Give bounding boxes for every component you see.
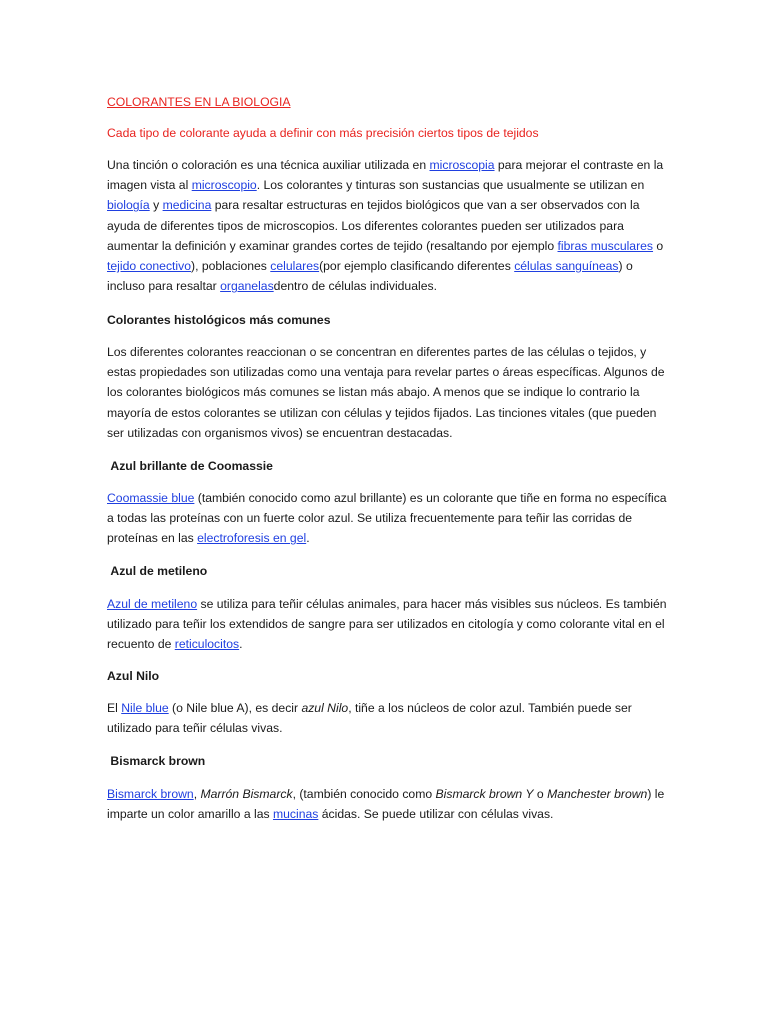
link-bismarck-brown[interactable]: Bismarck brown bbox=[107, 787, 194, 801]
link-electroforesis-en-gel[interactable]: electroforesis en gel bbox=[197, 531, 307, 546]
link-tejido-conectivo[interactable]: tejido conectivo bbox=[107, 259, 192, 274]
link-microscopia[interactable]: microscopia bbox=[429, 158, 495, 172]
coomassie-paragraph: Coomassie blue (también conocido como azul brillante) es un colorante que tiñe en forma no específica a todas las proteínas con un fuerte color azul. Se utiliza frecuentemente para teñir las corridas de proteínas en las electroforesis en gel. bbox=[107, 491, 667, 546]
heading-azul-nilo: Azul Nilo bbox=[107, 669, 160, 683]
bismarck-paragraph: Bismarck brown, Marrón Bismarck, (también conocido como Bismarck brown Y o Manchester brown) le imparte un color amarillo a las mucinas ácidas. Se puede utilizar con células vivas. bbox=[107, 787, 665, 822]
link-azul-de-metileno[interactable]: Azul de metileno bbox=[107, 597, 198, 611]
page-subtitle: Cada tipo de colorante ayuda a definir con más precisión ciertos tipos de tejidos bbox=[107, 126, 539, 140]
link-microscopio[interactable]: microscopio bbox=[191, 178, 257, 193]
page-title: COLORANTES EN LA BIOLOGIA bbox=[107, 95, 291, 109]
link-reticulocitos[interactable]: reticulocitos bbox=[174, 637, 240, 652]
common-stains-paragraph: Los diferentes colorantes reaccionan o se concentran en diferentes partes de las células o tejidos, y estas propiedades son utilizadas como una ventaja para revelar partes o áreas específicas. Algunos de los colorantes biológicos más comunes se listan más abajo. A menos que se indique lo contrario la mayoría de estos colorantes se utilizan con células y tejidos fijados. Las tinciones vitales (que pueden ser utilizadas con organismos vivos) se encuentran destacadas. bbox=[107, 345, 665, 440]
metileno-paragraph: Azul de metileno se utiliza para teñir células animales, para hacer más visibles sus núcleos. Es también utilizado para teñir los extendidos de sangre para ser utilizados en citología y como colorante vital en el recuento de reticulocitos. bbox=[107, 597, 667, 652]
link-medicina[interactable]: medicina bbox=[162, 198, 212, 213]
link-celulas-sanguineas[interactable]: células sanguíneas bbox=[514, 259, 619, 274]
link-biologia[interactable]: biología bbox=[107, 198, 150, 213]
heading-azul-metileno: Azul de metileno bbox=[110, 564, 208, 578]
heading-coomassie: Azul brillante de Coomassie bbox=[110, 459, 273, 473]
link-mucinas[interactable]: mucinas bbox=[272, 807, 319, 822]
nilo-paragraph: El Nile blue (o Nile blue A), es decir azul Nilo, tiñe a los núcleos de color azul. También puede ser utilizado para teñir células vivas. bbox=[107, 701, 632, 736]
heading-colorantes-comunes: Colorantes histológicos más comunes bbox=[107, 313, 331, 327]
link-celulares[interactable]: celulares bbox=[270, 259, 320, 274]
link-nile-blue[interactable]: Nile blue bbox=[121, 701, 169, 715]
link-organelas[interactable]: organelas bbox=[220, 279, 274, 294]
intro-paragraph: Una tinción o coloración es una técnica auxiliar utilizada en microscopia para mejorar el contraste en la imagen vista al microscopio. Los colorantes y tinturas son sustancias que usualmente se utilizan en biología y medicina para resaltar estructuras en tejidos biológicos que van a ser observados con la ayuda de diferentes tipos de microscopios. Los diferentes colorantes pueden ser utilizados para aumentar la definición y examinar grandes cortes de tejido (resaltando por ejemplo fibras musculares o tejido conectivo), poblaciones celulares(por ejemplo clasificando diferentes células sanguíneas) o incluso para resaltar organelasdentro de células individuales. bbox=[107, 158, 664, 294]
heading-bismarck-brown: Bismarck brown bbox=[110, 754, 206, 768]
link-coomassie-blue[interactable]: Coomassie blue bbox=[107, 491, 195, 505]
link-fibras-musculares[interactable]: fibras musculares bbox=[557, 238, 654, 253]
